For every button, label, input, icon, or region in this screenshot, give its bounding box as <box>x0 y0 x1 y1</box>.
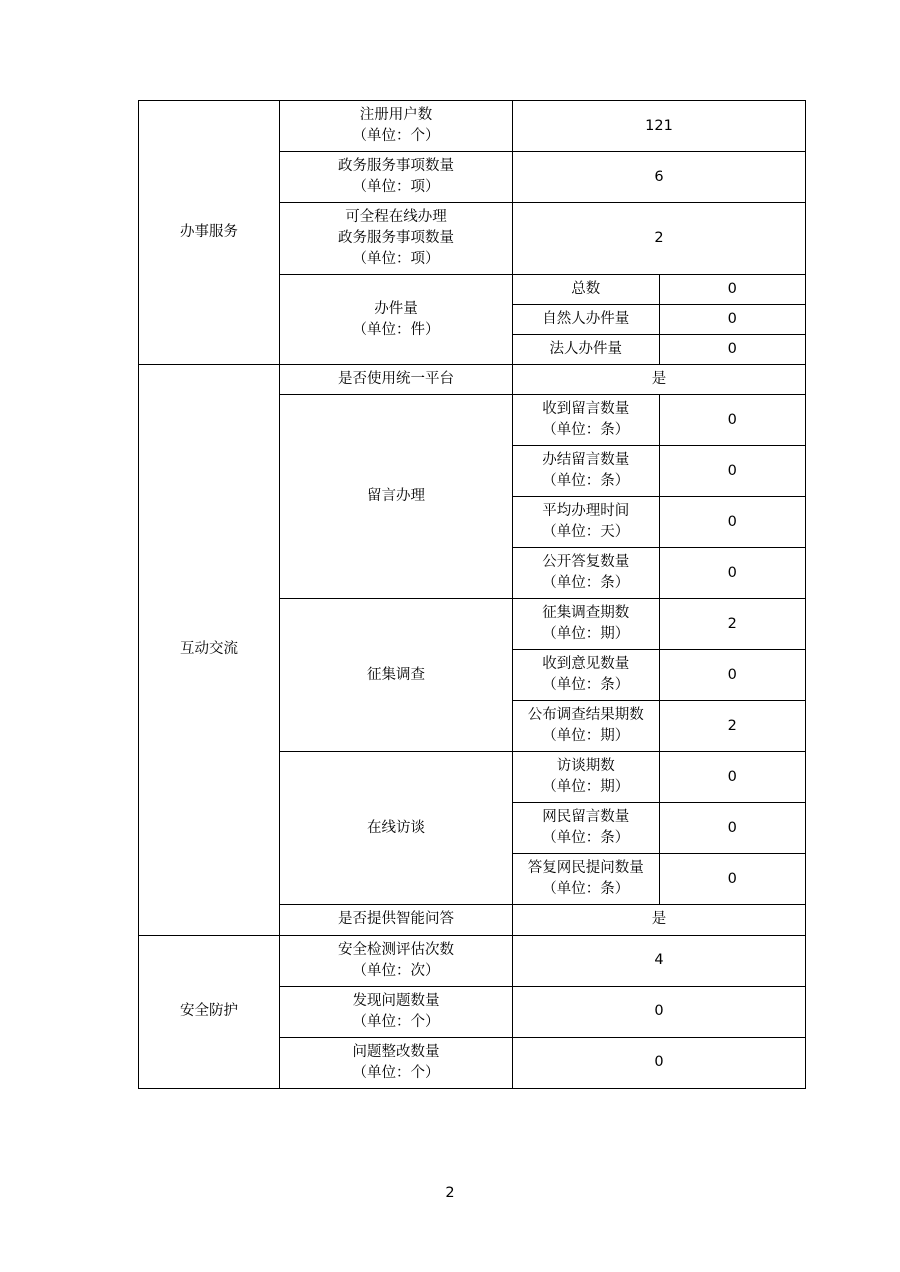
item-label-line: 是否提供智能问答 <box>338 911 454 928</box>
subitem-cell <box>513 650 660 701</box>
subitem-unit-line: （单位：条） <box>542 677 630 694</box>
item-label-line: 征集调查 <box>367 666 425 683</box>
value-text: 0 <box>727 870 737 887</box>
value-text: 2 <box>727 717 737 734</box>
category-label: 安全防护 <box>180 1003 238 1020</box>
subitem-unit-line: （单位：条） <box>542 422 630 439</box>
subitem-cell <box>513 305 660 335</box>
value-text: 0 <box>727 281 737 298</box>
category-cell-hudong <box>139 365 280 935</box>
subitem-label-line: 办结留言数量 <box>542 452 630 469</box>
value-text: 0 <box>727 341 737 358</box>
page-number: 2 <box>445 1185 455 1201</box>
item-cell <box>280 101 513 152</box>
subitem-label-line: 访谈期数 <box>556 758 615 775</box>
item-label-line: 办件量 <box>374 300 418 317</box>
item-label-line: 问题整改数量 <box>352 1043 440 1060</box>
subitem-cell <box>513 854 660 905</box>
value-cell <box>513 986 806 1037</box>
subitem-label-line: 法人办件量 <box>549 341 622 358</box>
subitem-label-line: 总数 <box>571 281 601 298</box>
subitem-label-line: 征集调查期数 <box>542 605 630 622</box>
value-cell <box>513 1037 806 1088</box>
item-label-line: 发现问题数量 <box>352 992 440 1009</box>
item-cell <box>280 152 513 203</box>
subitem-cell <box>513 548 660 599</box>
value-cell <box>659 305 806 335</box>
item-unit-line: （单位：项） <box>352 179 440 196</box>
table-row <box>139 365 806 395</box>
subitem-cell <box>513 497 660 548</box>
subitem-unit-line: （单位：期） <box>542 779 630 796</box>
item-cell-fangtan <box>280 752 513 905</box>
value-text: 0 <box>727 666 737 683</box>
item-cell <box>280 365 513 395</box>
item-cell-zhengji <box>280 599 513 752</box>
value-text: 0 <box>654 1054 664 1071</box>
value-cell <box>659 335 806 365</box>
subitem-label-line: 网民留言数量 <box>542 809 630 826</box>
item-label-line: 注册用户数 <box>359 107 433 123</box>
value-cell <box>659 599 806 650</box>
subitem-cell <box>513 275 660 305</box>
subitem-cell <box>513 335 660 365</box>
subitem-label-line: 自然人办件量 <box>542 311 630 328</box>
value-cell <box>659 650 806 701</box>
item-unit-line: （单位：个） <box>352 1013 440 1030</box>
table-row <box>139 101 806 152</box>
category-cell-anquan <box>139 935 280 1088</box>
value-text: 0 <box>727 513 737 530</box>
item-label-line: 可全程在线办理 <box>345 209 447 226</box>
item-label-line: 政务服务事项数量 <box>338 158 454 175</box>
value-cell <box>659 395 806 446</box>
value-cell <box>513 101 806 152</box>
item-cell-liuyan <box>280 395 513 599</box>
value-text: 0 <box>654 1003 664 1020</box>
subitem-label-line: 公开答复数量 <box>542 554 630 571</box>
subitem-cell <box>513 701 660 752</box>
table-body <box>139 101 806 1089</box>
item-unit-line: （单位：个） <box>352 1064 440 1081</box>
value-cell <box>659 752 806 803</box>
subitem-unit-line: （单位：条） <box>542 575 630 592</box>
value-cell <box>659 497 806 548</box>
table-row <box>139 935 806 986</box>
value-text: 4 <box>654 952 664 968</box>
item-cell <box>280 1037 513 1088</box>
value-cell <box>513 365 806 395</box>
subitem-unit-line: （单位：期） <box>542 626 630 643</box>
value-cell <box>659 275 806 305</box>
value-text: 是 <box>651 911 667 928</box>
subitem-unit-line: （单位：天） <box>542 524 630 541</box>
item-cell <box>280 986 513 1037</box>
category-cell-banshi <box>139 101 280 365</box>
value-cell <box>659 854 806 905</box>
value-cell <box>513 935 806 986</box>
item-label-line: 安全检测评估次数 <box>338 941 454 958</box>
item-label-line: 留言办理 <box>367 488 425 505</box>
subitem-unit-line: （单位：期） <box>542 728 630 745</box>
subitem-cell <box>513 446 660 497</box>
subitem-cell <box>513 803 660 854</box>
value-text: 121 <box>645 117 673 134</box>
value-text: 0 <box>727 411 737 428</box>
subitem-label-line: 收到意见数量 <box>542 656 630 673</box>
value-text: 0 <box>727 819 737 836</box>
item-label-line: 在线访谈 <box>367 819 425 836</box>
category-label: 互动交流 <box>180 641 238 658</box>
value-text: 2 <box>654 230 664 247</box>
item-cell <box>280 905 513 935</box>
value-cell <box>513 152 806 203</box>
value-text: 0 <box>727 311 737 328</box>
subitem-unit-line: （单位：条） <box>542 473 630 490</box>
category-label: 办事服务 <box>180 224 238 241</box>
item-unit-line: （单位：次） <box>352 962 440 979</box>
value-cell <box>659 701 806 752</box>
government-website-report-table <box>138 100 806 1089</box>
value-text: 6 <box>654 168 664 185</box>
subitem-label-line: 平均办理时间 <box>542 503 630 520</box>
subitem-unit-line: （单位：条） <box>542 881 630 898</box>
value-text: 0 <box>727 462 737 479</box>
item-label-line: 是否使用统一平台 <box>338 371 454 388</box>
item-cell <box>280 935 513 986</box>
subitem-cell <box>513 395 660 446</box>
item-label-line-2: 政务服务事项数量 <box>338 230 454 247</box>
item-cell-banjianliang <box>280 275 513 365</box>
value-cell <box>513 203 806 275</box>
value-text: 2 <box>727 615 737 632</box>
subitem-label-line: 答复网民提问数量 <box>527 860 644 877</box>
value-text: 0 <box>727 564 737 581</box>
value-cell <box>659 446 806 497</box>
item-cell <box>280 203 513 275</box>
value-cell <box>513 905 806 935</box>
subitem-cell <box>513 752 660 803</box>
value-cell <box>659 803 806 854</box>
value-text: 0 <box>727 768 737 785</box>
item-unit-line: （单位：个） <box>352 128 440 145</box>
subitem-label-line: 收到留言数量 <box>542 401 630 418</box>
subitem-label-line: 公布调查结果期数 <box>527 707 644 724</box>
item-unit-line: （单位：件） <box>352 321 440 338</box>
subitem-cell <box>513 599 660 650</box>
subitem-unit-line: （单位：条） <box>542 830 630 847</box>
item-unit-line: （单位：项） <box>352 251 440 268</box>
value-cell <box>659 548 806 599</box>
value-text: 是 <box>651 371 667 388</box>
